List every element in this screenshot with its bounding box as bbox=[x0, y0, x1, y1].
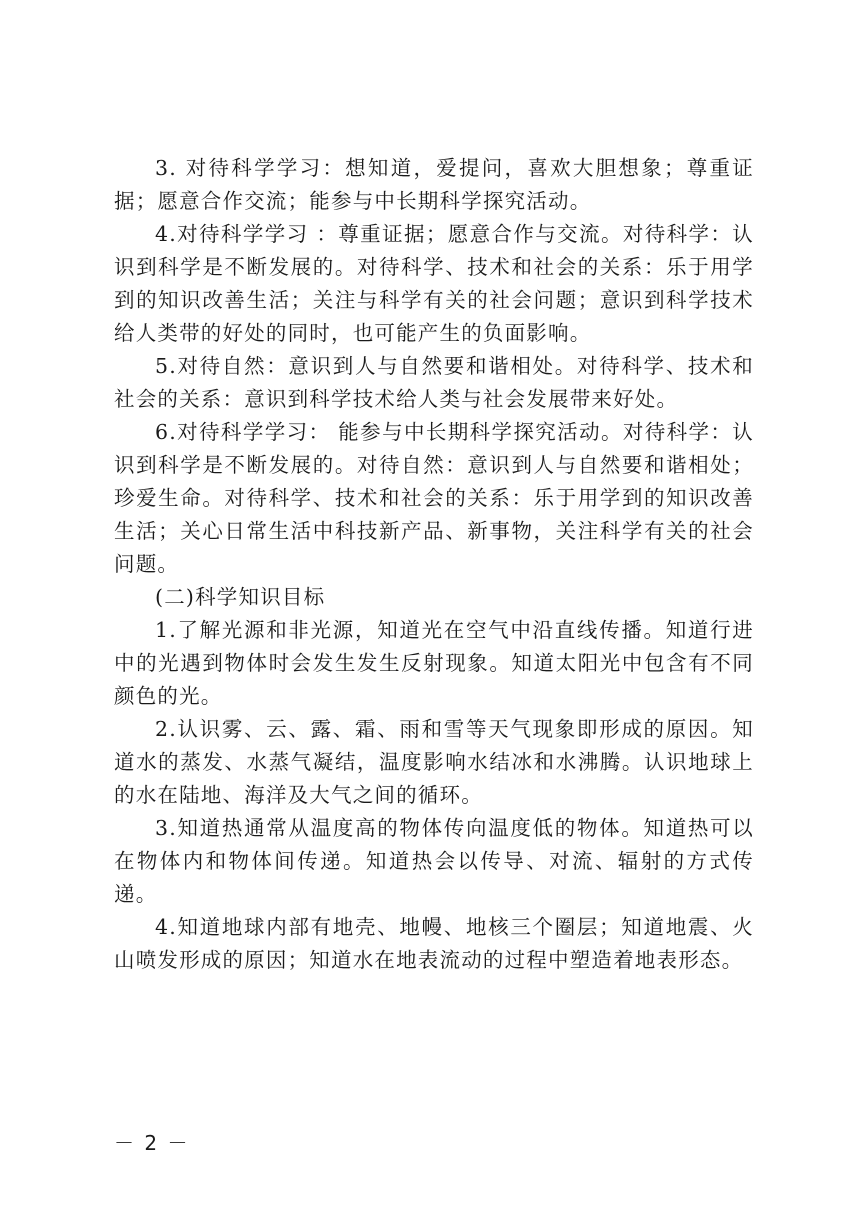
paragraph-attitude-3: 3. 对待科学学习：想知道，爱提问，喜欢大胆想象；尊重证据；愿意合作交流；能参与中长期科学探究活动。 bbox=[114, 156, 754, 213]
page-number: － 2 － bbox=[114, 1131, 190, 1155]
paragraph-knowledge-4: 4.知道地球内部有地壳、地幔、地核三个圈层；知道地震、火山喷发形成的原因；知道水在地表流动的过程中塑造着地表形态。 bbox=[114, 915, 754, 972]
paragraph-knowledge-2: 2.认识雾、云、露、霜、雨和雪等天气现象即形成的原因。知道水的蒸发、水蒸气凝结，温度影响水结冰和水沸腾。认识地球上的水在陆地、海洋及大气之间的循环。 bbox=[114, 717, 754, 807]
paragraph-attitude-5: 5.对待自然：意识到人与自然要和谐相处。对待科学、技术和社会的关系：意识到科学技术给人类与社会发展带来好处。 bbox=[114, 354, 754, 411]
paragraph-attitude-4: 4.对待科学学习 ：尊重证据；愿意合作与交流。对待科学：认识到科学是不断发展的。对待科学、技术和社会的关系：乐于用学到的知识改善生活；关注与科学有关的社会问题；意识到科学技术给人类带的好处的同时，也可能产生的负面影响。 bbox=[114, 222, 754, 345]
paragraph-attitude-6: 6.对待科学学习： 能参与中长期科学探究活动。对待科学：认识到科学是不断发展的。对待自然：意识到人与自然要和谐相处；珍爱生命。对待科学、技术和社会的关系：乐于用学到的知识改善生活；关心日常生活中科技新产品、新事物，关注科学有关的社会问题。 bbox=[114, 420, 754, 576]
paragraph-knowledge-1: 1.了解光源和非光源，知道光在空气中沿直线传播。知道行进中的光遇到物体时会发生发生反射现象。知道太阳光中包含有不同颜色的光。 bbox=[114, 618, 754, 708]
paragraph-knowledge-3: 3.知道热通常从温度高的物体传向温度低的物体。知道热可以在物体内和物体间传递。知道热会以传导、对流、辐射的方式传递。 bbox=[114, 816, 754, 906]
document-body bbox=[114, 152, 754, 977]
section-heading-knowledge-goals: (二)科学知识目标 bbox=[155, 585, 326, 609]
